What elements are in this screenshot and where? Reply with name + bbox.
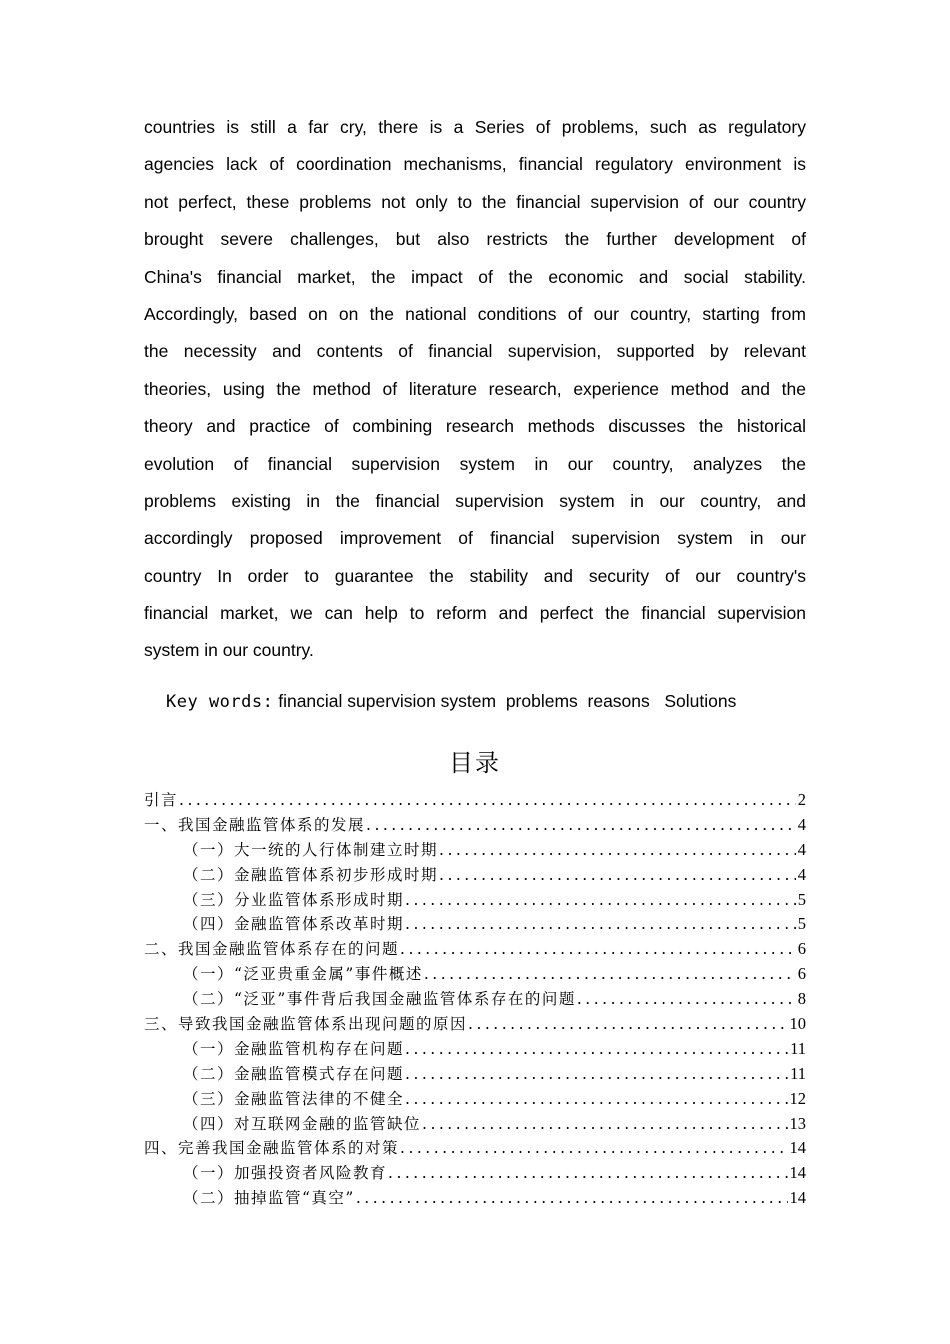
abstract-line: theory and practice of combining research methods discusses the historical xyxy=(144,416,806,437)
toc-entry-title: （一）“泛亚贵重金属”事件概述 xyxy=(183,965,423,984)
toc-dot-leader xyxy=(405,912,796,937)
abstract-line: country In order to guarantee the stability and security of our country's xyxy=(144,565,806,586)
abstract-line: not perfect, these problems not only to the financial supervision of our country xyxy=(144,191,806,212)
toc-entry[interactable] xyxy=(144,1186,806,1211)
toc-entry[interactable] xyxy=(144,813,806,838)
toc-page-number: 11 xyxy=(790,1063,806,1083)
toc-page-number: 6 xyxy=(797,939,806,959)
toc-dot-leader xyxy=(405,1087,787,1112)
toc-dot-leader xyxy=(400,1136,787,1161)
toc-dot-leader xyxy=(179,788,796,813)
abstract-line: problems existing in the financial supervision system in our country, and xyxy=(144,490,806,511)
toc-dot-leader xyxy=(577,987,796,1012)
toc-page-number: 11 xyxy=(790,1038,806,1058)
toc-entry-title: （二）抽掉监管“真空” xyxy=(183,1189,355,1208)
toc-entry-title: （二）金融监管模式存在问题 xyxy=(183,1064,405,1083)
toc-dot-leader xyxy=(405,1062,788,1087)
abstract-line: Accordingly, based on on the national conditions of our country, starting from xyxy=(144,303,806,324)
toc-page-number: 14 xyxy=(789,1138,806,1158)
toc-entry-title: （三）金融监管法律的不健全 xyxy=(183,1089,405,1108)
toc-page-number: 4 xyxy=(797,864,806,884)
abstract-line: financial market, we can help to reform and perfect the financial supervision xyxy=(144,603,806,624)
toc-entry-title: 四、完善我国金融监管体系的对策 xyxy=(144,1139,400,1158)
toc-page-number: 5 xyxy=(797,914,806,934)
toc-entry[interactable] xyxy=(144,1037,806,1062)
toc-entry-title: （二）金融监管体系初步形成时期 xyxy=(183,865,439,884)
toc-dot-leader xyxy=(405,1037,788,1062)
toc-entry[interactable] xyxy=(144,1136,806,1161)
abstract-paragraph xyxy=(144,109,806,670)
keywords-text: financial supervision system problems reasons Solutions xyxy=(273,691,737,711)
abstract-line: evolution of financial supervision system in our country, analyzes the xyxy=(144,453,806,474)
toc-page-number: 5 xyxy=(797,889,806,909)
toc-entry[interactable] xyxy=(144,788,806,813)
toc-dot-leader xyxy=(366,813,796,838)
toc-entry-title: （四）金融监管体系改革时期 xyxy=(183,915,405,934)
toc-entry-title: （四）对互联网金融的监管缺位 xyxy=(183,1114,422,1133)
toc-entry-title: 引言 xyxy=(144,791,179,809)
abstract-line: China's financial market, the impact of the economic and social stability. xyxy=(144,266,806,287)
toc-entry-title: （一）加强投资者风险教育 xyxy=(183,1164,388,1183)
toc-entry[interactable] xyxy=(144,987,806,1012)
toc-entry-title: 二、我国金融监管体系存在的问题 xyxy=(144,940,400,959)
toc-entry[interactable] xyxy=(144,1161,806,1186)
toc-dot-leader xyxy=(439,863,796,888)
toc-entry-title: 一、我国金融监管体系的发展 xyxy=(144,815,366,834)
toc-entry[interactable] xyxy=(144,912,806,937)
toc-title: 目录 xyxy=(449,749,501,777)
table-of-contents xyxy=(144,788,806,1211)
abstract-line: agencies lack of coordination mechanisms, financial regulatory environment is xyxy=(144,154,806,175)
toc-page-number: 2 xyxy=(797,790,806,809)
toc-page-number: 8 xyxy=(797,989,806,1009)
toc-entry[interactable] xyxy=(144,937,806,962)
keywords-label: Key words: xyxy=(166,692,274,712)
toc-entry-title: 三、导致我国金融监管体系出现问题的原因 xyxy=(144,1015,468,1034)
abstract-line: the necessity and contents of financial supervision, supported by relevant xyxy=(144,341,806,362)
toc-entry-title: （一）金融监管机构存在问题 xyxy=(183,1039,405,1058)
toc-dot-leader xyxy=(388,1161,787,1186)
toc-dot-leader xyxy=(356,1186,788,1211)
abstract-line: system in our country. xyxy=(144,640,314,661)
abstract-line: countries is still a far cry, there is a Series of problems, such as regulatory xyxy=(144,117,806,137)
abstract-line: brought severe challenges, but also restricts the further development of xyxy=(144,229,806,250)
toc-dot-leader xyxy=(468,1012,787,1037)
toc-entry[interactable] xyxy=(144,838,806,863)
toc-entry[interactable] xyxy=(144,1087,806,1112)
toc-page-number: 10 xyxy=(789,1014,806,1034)
toc-dot-leader xyxy=(424,962,796,987)
toc-page-number: 12 xyxy=(789,1088,806,1108)
toc-entry[interactable] xyxy=(144,1112,806,1137)
toc-page-number: 13 xyxy=(789,1113,806,1133)
toc-dot-leader xyxy=(400,937,796,962)
toc-entry[interactable] xyxy=(144,863,806,888)
abstract-line: accordingly proposed improvement of financial supervision system in our xyxy=(144,528,806,549)
toc-page-number: 4 xyxy=(797,814,806,834)
toc-entry[interactable] xyxy=(144,962,806,987)
toc-entry[interactable] xyxy=(144,1012,806,1037)
toc-page-number: 4 xyxy=(797,839,806,859)
toc-page-number: 14 xyxy=(789,1163,806,1183)
toc-entry-title: （三）分业监管体系形成时期 xyxy=(183,890,405,909)
keywords-line xyxy=(166,686,736,718)
toc-dot-leader xyxy=(405,888,796,913)
abstract-line: theories, using the method of literature research, experience method and the xyxy=(144,378,806,399)
toc-page-number: 6 xyxy=(797,964,806,984)
toc-entry[interactable] xyxy=(144,888,806,913)
toc-dot-leader xyxy=(422,1112,787,1137)
toc-page-number: 14 xyxy=(789,1188,806,1208)
toc-dot-leader xyxy=(439,838,796,863)
toc-entry-title: （二）“泛亚”事件背后我国金融监管体系存在的问题 xyxy=(183,990,576,1009)
toc-entry-title: （一）大一统的人行体制建立时期 xyxy=(183,840,439,859)
toc-entry[interactable] xyxy=(144,1062,806,1087)
